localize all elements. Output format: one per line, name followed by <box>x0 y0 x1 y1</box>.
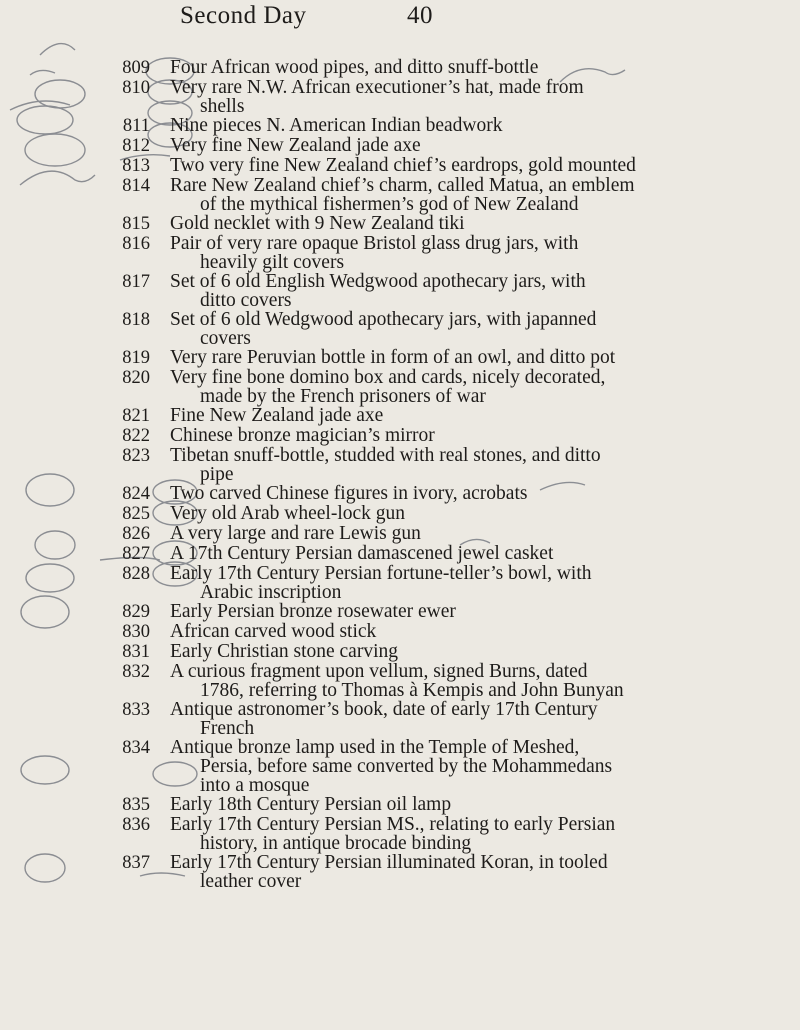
lot-entry <box>0 310 800 348</box>
lot-number: 818 <box>122 310 150 330</box>
description-line: shells <box>200 96 245 117</box>
lot-description <box>170 348 715 367</box>
description-line: Two carved Chinese figures in ivory, acrobats <box>170 483 528 504</box>
lot-entry <box>0 564 800 602</box>
lot-description <box>170 662 715 700</box>
lot-description <box>170 602 715 621</box>
description-line: Early 17th Century Persian illuminated Koran, in tooled <box>170 852 608 873</box>
lot-description <box>170 426 715 445</box>
lot-number: 832 <box>122 662 150 682</box>
description-line: Pair of very rare opaque Bristol glass drug jars, with <box>170 233 579 254</box>
description-line: pipe <box>200 464 234 485</box>
description-line: Early 17th Century Persian MS., relating to early Persian <box>170 814 616 835</box>
day-heading: Second Day <box>180 2 307 29</box>
description-line: Early 17th Century Persian fortune-teller’s bowl, with <box>170 563 592 584</box>
lot-entry <box>0 815 800 853</box>
lot-number: 836 <box>122 815 150 835</box>
lot-description <box>170 622 715 641</box>
description-line: ditto covers <box>200 290 292 311</box>
lot-entry <box>0 272 800 310</box>
lot-number: 834 <box>122 738 150 758</box>
lot-number: 833 <box>122 700 150 720</box>
description-line: Antique astronomer’s book, date of early 17th Century <box>170 699 598 720</box>
lot-list <box>0 58 800 891</box>
lot-description <box>170 544 715 563</box>
lot-entry <box>0 368 800 406</box>
lot-entry <box>0 446 800 484</box>
lot-number: 813 <box>122 156 150 176</box>
lot-entry <box>0 700 800 738</box>
description-line: Very rare N.W. African executioner’s hat, made from <box>170 77 584 98</box>
lot-number: 809 <box>122 58 150 78</box>
lot-number: 827 <box>122 544 150 564</box>
description-line: heavily gilt covers <box>200 252 345 273</box>
lot-number: 819 <box>122 348 150 368</box>
lot-description <box>170 310 715 348</box>
lot-description <box>170 446 715 484</box>
lot-description <box>170 700 715 738</box>
description-line: Two very fine New Zealand chief’s eardrops, gold mounted <box>170 155 636 176</box>
lot-entry <box>0 78 800 116</box>
lot-entry <box>0 662 800 700</box>
lot-description <box>170 58 715 77</box>
lot-description <box>170 176 715 214</box>
description-line: made by the French prisoners of war <box>200 386 486 407</box>
description-line: Antique bronze lamp used in the Temple of Meshed, <box>170 737 580 758</box>
lot-entry <box>0 176 800 214</box>
lot-description <box>170 136 715 155</box>
lot-number: 816 <box>122 234 150 254</box>
lot-entry <box>0 136 800 156</box>
description-line: into a mosque <box>200 775 310 796</box>
lot-description <box>170 116 715 135</box>
lot-number: 817 <box>122 272 150 292</box>
description-line: Set of 6 old English Wedgwood apothecary jars, with <box>170 271 586 292</box>
lot-entry <box>0 406 800 426</box>
lot-entry <box>0 738 800 795</box>
lot-number: 826 <box>122 524 150 544</box>
lot-description <box>170 504 715 523</box>
lot-description <box>170 642 715 661</box>
lot-number: 812 <box>122 136 150 156</box>
lot-number: 820 <box>122 368 150 388</box>
lot-entry <box>0 58 800 78</box>
lot-number: 821 <box>122 406 150 426</box>
lot-description <box>170 214 715 233</box>
description-line: history, in antique brocade binding <box>200 833 472 854</box>
description-line: Very fine bone domino box and cards, nicely decorated, <box>170 367 606 388</box>
description-line: A 17th Century Persian damascened jewel casket <box>170 543 554 564</box>
lot-entry <box>0 524 800 544</box>
description-line: Very rare Peruvian bottle in form of an owl, and ditto pot <box>170 347 616 368</box>
lot-description <box>170 564 715 602</box>
description-line: Fine New Zealand jade axe <box>170 405 384 426</box>
lot-number: 828 <box>122 564 150 584</box>
page-number: 40 <box>407 2 433 29</box>
description-line: Very old Arab wheel-lock gun <box>170 503 406 524</box>
description-line: A very large and rare Lewis gun <box>170 523 421 544</box>
lot-description <box>170 78 715 116</box>
description-line: of the mythical fishermen’s god of New Zealand <box>200 194 579 215</box>
description-line: Early 18th Century Persian oil lamp <box>170 794 452 815</box>
description-line: 1786, referring to Thomas à Kempis and John Bunyan <box>200 680 624 701</box>
lot-description <box>170 368 715 406</box>
lot-description <box>170 853 715 891</box>
lot-entry <box>0 602 800 622</box>
lot-description <box>170 272 715 310</box>
lot-number: 830 <box>122 622 150 642</box>
lot-number: 829 <box>122 602 150 622</box>
description-line: Rare New Zealand chief’s charm, called Matua, an emblem <box>170 175 635 196</box>
lot-entry <box>0 234 800 272</box>
description-line: Early Persian bronze rosewater ewer <box>170 601 456 622</box>
description-line: Gold necklet with 9 New Zealand tiki <box>170 213 465 234</box>
description-line: Chinese bronze magician’s mirror <box>170 425 435 446</box>
lot-number: 822 <box>122 426 150 446</box>
lot-entry <box>0 504 800 524</box>
description-line: Four African wood pipes, and ditto snuff-bottle <box>170 57 539 78</box>
description-line: Arabic inscription <box>200 582 342 603</box>
lot-number: 831 <box>122 642 150 662</box>
description-line: Nine pieces N. American Indian beadwork <box>170 115 503 136</box>
lot-number: 814 <box>122 176 150 196</box>
description-line: A curious fragment upon vellum, signed Burns, dated <box>170 661 588 682</box>
description-line: African carved wood stick <box>170 621 377 642</box>
description-line: French <box>200 718 255 739</box>
lot-entry <box>0 795 800 815</box>
description-line: Persia, before same converted by the Mohammedans <box>200 756 613 777</box>
lot-description <box>170 406 715 425</box>
lot-entry <box>0 156 800 176</box>
lot-entry <box>0 484 800 504</box>
description-line: Tibetan snuff-bottle, studded with real stones, and ditto <box>170 445 601 466</box>
lot-number: 811 <box>122 116 150 136</box>
lot-description <box>170 524 715 543</box>
lot-entry <box>0 426 800 446</box>
lot-number: 824 <box>122 484 150 504</box>
lot-entry <box>0 853 800 891</box>
description-line: covers <box>200 328 251 349</box>
lot-entry <box>0 622 800 642</box>
lot-number: 815 <box>122 214 150 234</box>
lot-description <box>170 484 715 503</box>
lot-number: 837 <box>122 853 150 873</box>
description-line: Set of 6 old Wedgwood apothecary jars, with japanned <box>170 309 597 330</box>
lot-entry <box>0 214 800 234</box>
description-line: Early Christian stone carving <box>170 641 398 662</box>
description-line: Very fine New Zealand jade axe <box>170 135 421 156</box>
description-line: leather cover <box>200 871 302 892</box>
lot-number: 825 <box>122 504 150 524</box>
lot-number: 835 <box>122 795 150 815</box>
lot-entry <box>0 642 800 662</box>
lot-description <box>170 795 715 814</box>
lot-description <box>170 234 715 272</box>
lot-description <box>170 738 715 795</box>
lot-number: 810 <box>122 78 150 98</box>
lot-entry <box>0 544 800 564</box>
lot-entry <box>0 348 800 368</box>
lot-entry <box>0 116 800 136</box>
lot-description <box>170 156 715 175</box>
lot-number: 823 <box>122 446 150 466</box>
lot-description <box>170 815 715 853</box>
